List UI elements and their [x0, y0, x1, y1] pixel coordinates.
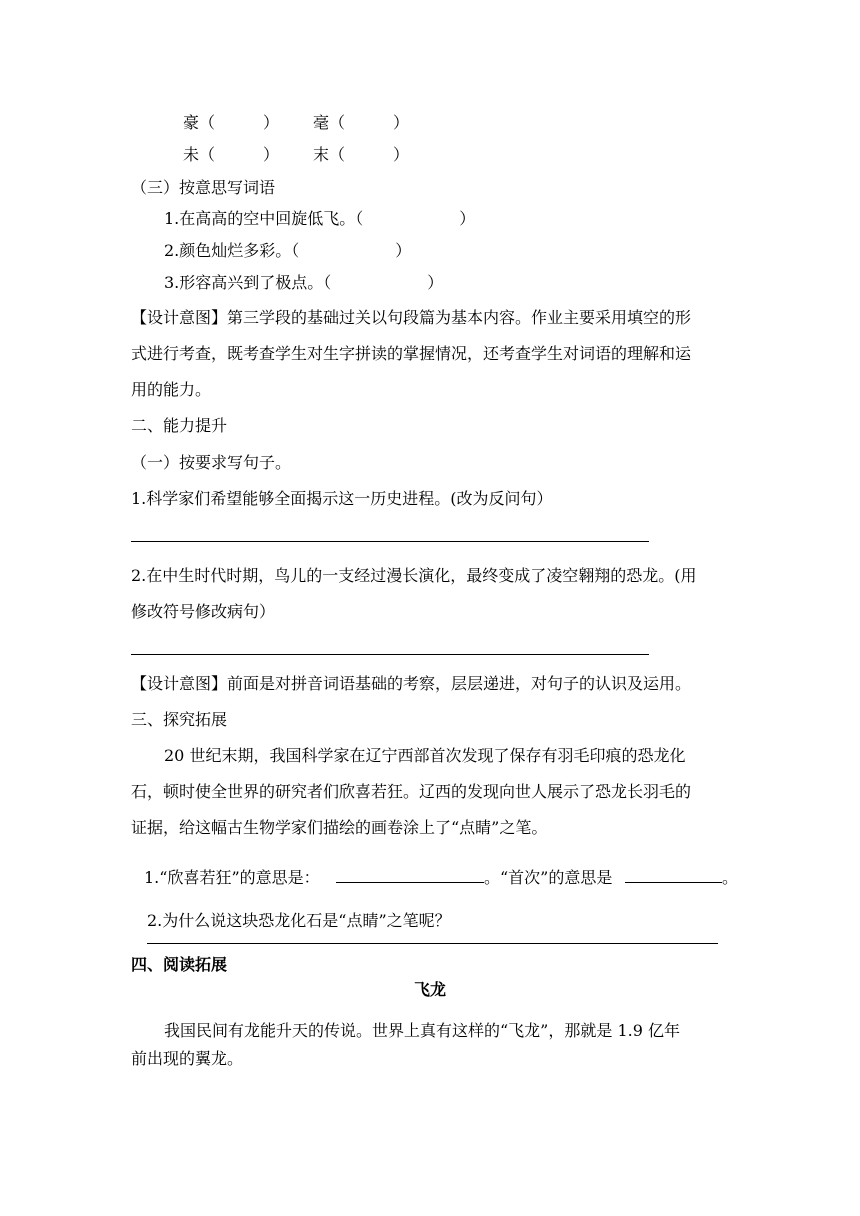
answer-blank-1[interactable]	[336, 882, 484, 883]
part2-question-2-line-2: 修改符号修改病句）	[131, 602, 276, 621]
design-intent-1-line-1: 【设计意图】第三学段的基础过关以句段篇为基本内容。作业主要采用填空的形	[131, 308, 692, 327]
answer-blank-2[interactable]	[625, 882, 722, 883]
answer-line-2[interactable]	[131, 654, 649, 655]
part2-heading: 二、能力提升	[131, 416, 228, 435]
section3-heading: （三）按意思写词语	[131, 178, 276, 197]
part3-para-line-2: 石，顿时使全世界的研究者们欣喜若狂。辽西的发现向世人展示了恐龙长羽毛的	[131, 782, 692, 801]
part3-question-2: 2.为什么说这块恐龙化石是“点睛”之笔呢？	[147, 911, 451, 930]
answer-line-1[interactable]	[131, 541, 649, 542]
part2-question-1: 1.科学家们希望能够全面揭示这一历史进程。(改为反问句）	[131, 489, 553, 508]
answer-line-3[interactable]	[147, 943, 718, 944]
part3-para-line-1: 20 世纪末期，我国科学家在辽宁西部首次发现了保存有羽毛印痕的恐龙化	[164, 746, 686, 765]
section3-item-2: 2.颜色灿烂多彩。（ ）	[164, 241, 412, 260]
reading-title: 飞龙	[413, 980, 446, 999]
char-pair-1-a: 豪（ ）	[183, 113, 280, 132]
part3-question-1-part-c: 。	[722, 868, 739, 887]
char-pair-2-a: 未（ ）	[183, 145, 280, 164]
section3-item-3: 3.形容高兴到了极点。（ ）	[164, 273, 444, 292]
part3-question-1-part-a: 1.“欣喜若狂”的意思是：	[144, 868, 320, 887]
design-intent-1-line-2: 式进行考查，既考查学生对生字拼读的掌握情况，还考查学生对词语的理解和运	[131, 344, 692, 363]
reading-para-line-2: 前出现的翼龙。	[131, 1049, 244, 1068]
part3-heading: 三、探究拓展	[131, 710, 228, 729]
design-intent-1-line-3: 用的能力。	[131, 380, 212, 399]
part3-question-1-part-b: 。“首次”的意思是	[484, 868, 613, 887]
part2-subheading: （一）按要求写句子。	[131, 453, 292, 472]
part3-para-line-3: 证据，给这幅古生物学家们描绘的画卷涂上了“点睛”之笔。	[131, 818, 548, 837]
char-pair-2-b: 末（ ）	[313, 145, 410, 164]
section3-item-1: 1.在高高的空中回旋低飞。（ ）	[164, 209, 476, 228]
part2-question-2-line-1: 2.在中生时代时期，鸟儿的一支经过漫长演化，最终变成了凌空翱翔的恐龙。(用	[131, 566, 697, 585]
reading-para-line-1: 我国民间有龙能升天的传说。世界上真有这样的“飞龙”，那就是 1.9 亿年	[164, 1021, 680, 1040]
char-pair-1-b: 毫（ ）	[313, 113, 410, 132]
design-intent-2: 【设计意图】前面是对拼音词语基础的考察，层层递进，对句子的认识及运用。	[131, 674, 692, 693]
part4-heading: 四、阅读拓展	[131, 955, 228, 974]
